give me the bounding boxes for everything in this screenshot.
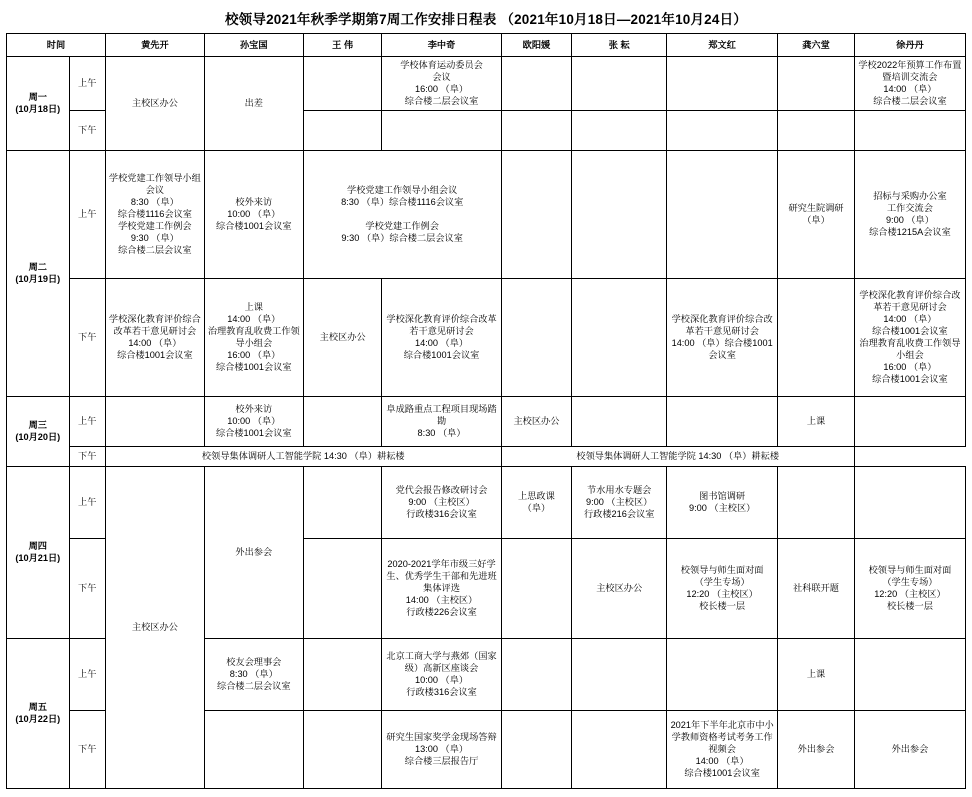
table-row	[7, 446, 966, 466]
table-row	[7, 278, 966, 396]
period-label-pm: 下午	[69, 710, 105, 788]
cell-tue-am-sun: 校外来访 10:00 （阜） 综合楼1001会议室	[204, 150, 303, 278]
cell-mon-pm-ouyang	[501, 110, 572, 150]
cell-mon-sun: 出差	[204, 57, 303, 151]
header-person-5: 欧阳媛	[501, 34, 572, 57]
cell-fri-am-li: 北京工商大学与燕郊（国家级）高新区座谈会 10:00 （阜） 行政楼316会议室	[382, 638, 501, 710]
cell-tue-am-wang-li: 学校党建工作领导小组会议 8:30 （阜）综合楼1116会议室 学校党建工作例会 9:30 （阜）综合楼二层会议室	[303, 150, 501, 278]
day-label-wednesday	[7, 396, 70, 466]
cell-mon-pm-wang	[303, 110, 382, 150]
cell-mon-pm-gong	[778, 110, 855, 150]
cell-fri-am-sun: 校友会理事会 8:30 （阜） 综合楼二层会议室	[204, 638, 303, 710]
cell-tue-pm-sun: 上课 14:00 （阜） 治理教育乱收费工作领导小组会 16:00 （阜） 综合楼1001会议室	[204, 278, 303, 396]
cell-wed-am-xu	[854, 396, 965, 446]
cell-tue-pm-huang: 学校深化教育评价综合改革若干意见研讨会 14:00 （阜） 综合楼1001会议室	[105, 278, 204, 396]
cell-tue-pm-ouyang	[501, 278, 572, 396]
day-date: (10月19日)	[15, 274, 61, 285]
day-label-tuesday	[7, 150, 70, 396]
period-label-am: 上午	[69, 638, 105, 710]
cell-thu-pm-wang	[303, 538, 382, 638]
header-time: 时间	[7, 34, 106, 57]
cell-wed-am-zhang	[572, 396, 667, 446]
cell-tue-am-zheng	[667, 150, 778, 278]
cell-thu-fri-huang: 主校区办公	[105, 466, 204, 788]
cell-tue-am-ouyang	[501, 150, 572, 278]
cell-tue-am-gong: 研究生院调研 （阜）	[778, 150, 855, 278]
period-label-am: 上午	[69, 396, 105, 446]
cell-thu-pm-ouyang	[501, 538, 572, 638]
cell-tue-pm-gong	[778, 278, 855, 396]
schedule-table	[6, 33, 966, 789]
cell-mon-am-zheng	[667, 57, 778, 111]
cell-thu-am-xu	[854, 466, 965, 538]
cell-fri-am-xu	[854, 638, 965, 710]
cell-fri-am-wang	[303, 638, 382, 710]
page-title: 校领导2021年秋季学期第7周工作安排日程表 （2021年10月18日—2021年10月24日）	[224, 12, 748, 27]
day-date: (10月18日)	[15, 104, 61, 115]
cell-tue-pm-li: 学校深化教育评价综合改革若干意见研讨会 14:00 （阜） 综合楼1001会议室	[382, 278, 501, 396]
cell-tue-pm-zhang	[572, 278, 667, 396]
cell-mon-am-xu: 学校2022年预算工作布置暨培训交流会 14:00 （阜） 综合楼二层会议室	[854, 57, 965, 111]
header-person-6: 张 耘	[572, 34, 667, 57]
day-name: 周二	[28, 261, 47, 272]
table-row	[7, 57, 966, 111]
day-label-monday	[7, 57, 70, 151]
table-row	[7, 150, 966, 278]
cell-mon-pm-li	[382, 110, 501, 150]
cell-thu-pm-zheng: 校领导与师生面对面 （学生专场） 12:20 （主校区） 校长楼一层	[667, 538, 778, 638]
cell-mon-huang: 主校区办公	[105, 57, 204, 151]
day-date: (10月20日)	[15, 432, 61, 443]
day-label-thursday	[7, 466, 70, 638]
cell-fri-am-zhang	[572, 638, 667, 710]
day-date: (10月21日)	[15, 553, 61, 564]
cell-thu-am-ouyang: 上思政课 （阜）	[501, 466, 572, 538]
cell-fri-pm-xu: 外出参会	[854, 710, 965, 788]
header-person-4: 李中奇	[382, 34, 501, 57]
cell-wed-am-ouyang: 主校区办公	[501, 396, 572, 446]
table-row	[7, 396, 966, 446]
period-label-pm: 下午	[69, 538, 105, 638]
header-person-2: 孙宝国	[204, 34, 303, 57]
cell-fri-pm-gong: 外出参会	[778, 710, 855, 788]
cell-fri-am-zheng	[667, 638, 778, 710]
cell-fri-pm-sun	[204, 710, 303, 788]
period-label-pm: 下午	[69, 446, 105, 466]
cell-thu-sun: 外出参会	[204, 466, 303, 638]
cell-fri-pm-zheng: 2021年下半年北京市中小学教师资格考试考务工作视频会 14:00 （阜） 综合楼1001会议室	[667, 710, 778, 788]
cell-mon-am-gong	[778, 57, 855, 111]
cell-wed-pm-left-group: 校领导集体调研人工智能学院 14:30 （阜）耕耘楼	[105, 446, 501, 466]
cell-tue-am-zhang	[572, 150, 667, 278]
day-name: 周五	[28, 701, 47, 712]
cell-mon-am-zhang	[572, 57, 667, 111]
period-label-am: 上午	[69, 57, 105, 111]
period-label-am: 上午	[69, 466, 105, 538]
cell-wed-am-huang	[105, 396, 204, 446]
cell-fri-am-gong: 上课	[778, 638, 855, 710]
day-date: (10月22日)	[15, 714, 61, 725]
cell-tue-pm-zheng: 学校深化教育评价综合改革若干意见研讨会 14:00 （阜）综合楼1001会议室	[667, 278, 778, 396]
table-header-row	[7, 34, 966, 57]
cell-wed-am-sun: 校外来访 10:00 （阜） 综合楼1001会议室	[204, 396, 303, 446]
cell-fri-pm-zhang	[572, 710, 667, 788]
cell-thu-am-wang	[303, 466, 382, 538]
period-label-pm: 下午	[69, 110, 105, 150]
cell-mon-pm-zheng	[667, 110, 778, 150]
cell-mon-am-ouyang	[501, 57, 572, 111]
header-person-7: 郑文红	[667, 34, 778, 57]
cell-tue-pm-wang: 主校区办公	[303, 278, 382, 396]
cell-thu-pm-li: 2020-2021学年市级三好学生、优秀学生干部和先进班集体评选 14:00 （主校区） 行政楼226会议室	[382, 538, 501, 638]
cell-tue-pm-xu: 学校深化教育评价综合改革若干意见研讨会 14:00 （阜） 综合楼1001会议室 治理教育乱收费工作领导小组会 16:00 （阜） 综合楼1001会议室	[854, 278, 965, 396]
cell-mon-am-li: 学校体育运动委员会 会议 16:00 （阜） 综合楼二层会议室	[382, 57, 501, 111]
cell-mon-pm-zhang	[572, 110, 667, 150]
cell-thu-am-zhang: 节水用水专题会 9:00 （主校区） 行政楼216会议室	[572, 466, 667, 538]
header-person-1: 黄先开	[105, 34, 204, 57]
cell-thu-am-gong	[778, 466, 855, 538]
cell-wed-am-zheng	[667, 396, 778, 446]
cell-fri-pm-li: 研究生国家奖学金现场答辩 13:00 （阜） 综合楼三层报告厅	[382, 710, 501, 788]
cell-wed-am-wang	[303, 396, 382, 446]
header-person-3: 王 伟	[303, 34, 382, 57]
cell-mon-am-wang	[303, 57, 382, 111]
cell-thu-am-zheng: 图书馆调研 9:00 （主校区）	[667, 466, 778, 538]
cell-wed-pm-right-group: 校领导集体调研人工智能学院 14:30 （阜）耕耘楼	[501, 446, 854, 466]
header-person-8: 龚六堂	[778, 34, 855, 57]
cell-wed-am-gong: 上课	[778, 396, 855, 446]
cell-mon-pm-xu	[854, 110, 965, 150]
cell-fri-am-ouyang	[501, 638, 572, 710]
table-row	[7, 466, 966, 538]
period-label-am: 上午	[69, 150, 105, 278]
cell-fri-pm-ouyang	[501, 710, 572, 788]
cell-tue-am-huang: 学校党建工作领导小组会议 8:30 （阜） 综合楼1116会议室 学校党建工作例会 9:30 （阜） 综合楼二层会议室	[105, 150, 204, 278]
day-name: 周一	[28, 92, 47, 103]
cell-thu-pm-gong: 社科联开题	[778, 538, 855, 638]
cell-fri-pm-wang	[303, 710, 382, 788]
day-name: 周三	[28, 419, 47, 430]
cell-thu-am-li: 党代会报告修改研讨会 9:00 （主校区） 行政楼316会议室	[382, 466, 501, 538]
cell-wed-am-li: 阜成路重点工程项目现场踏勘 8:30 （阜）	[382, 396, 501, 446]
period-label-pm: 下午	[69, 278, 105, 396]
cell-tue-am-xu: 招标与采购办公室 工作交流会 9:00 （阜） 综合楼1215A会议室	[854, 150, 965, 278]
header-person-9: 徐丹丹	[854, 34, 965, 57]
day-label-friday	[7, 638, 70, 788]
cell-thu-pm-xu: 校领导与师生面对面 （学生专场） 12:20 （主校区） 校长楼一层	[854, 538, 965, 638]
cell-thu-pm-zhang: 主校区办公	[572, 538, 667, 638]
day-name: 周四	[28, 540, 47, 551]
